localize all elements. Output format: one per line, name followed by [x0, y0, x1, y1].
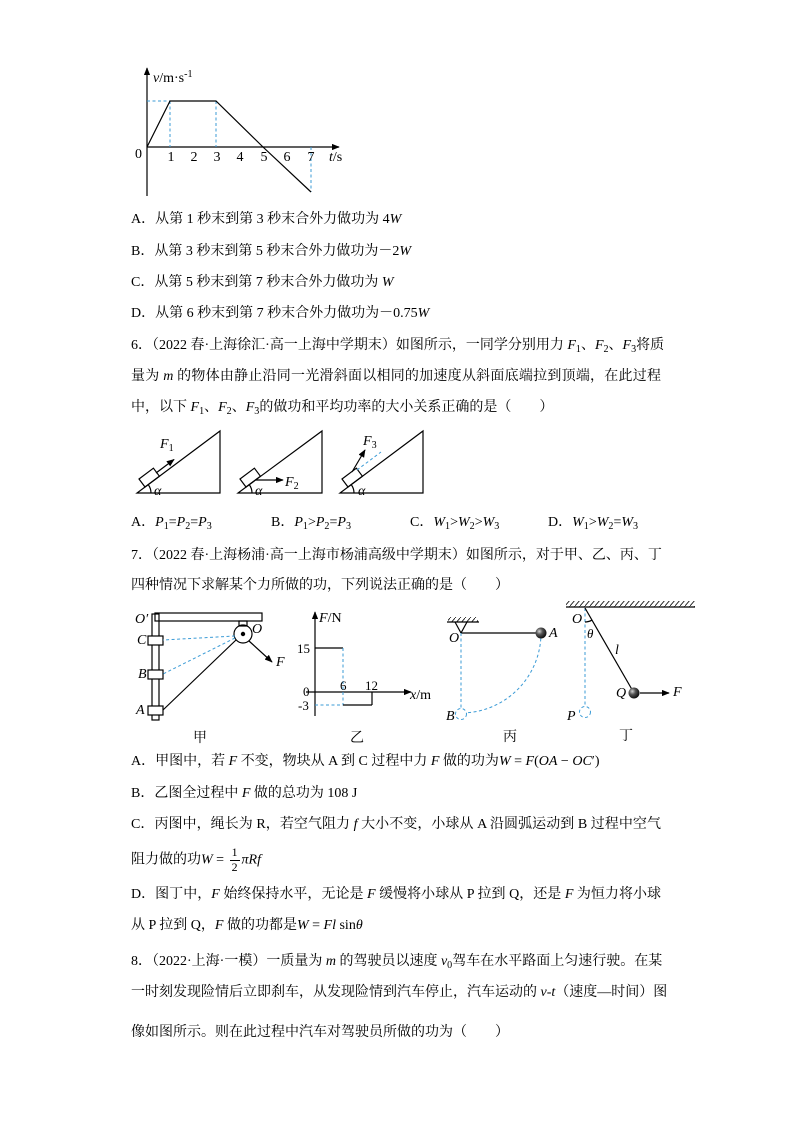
subscript: 2: [293, 480, 299, 492]
text-run: D．图丁中，: [131, 887, 212, 902]
math-variable: B: [138, 667, 147, 682]
text-run: D．: [548, 515, 573, 530]
ball-p-ghost: [580, 707, 591, 718]
text-run: 大小不变，小球从 A 沿圆弧运动到 B 过程中空气: [357, 817, 661, 832]
ding-label-p: [567, 709, 576, 725]
top-bar: [155, 613, 262, 621]
text-run: =: [190, 515, 199, 530]
q7-option-d-line-1: [131, 885, 661, 905]
math-variable: v-t: [540, 985, 556, 1000]
incline-direction-guide: [357, 452, 381, 470]
text-run: sin: [335, 918, 356, 933]
q6-option-d: [548, 513, 638, 537]
q8-stem-line: [131, 1023, 661, 1043]
text-run: 的物体由静止沿同一光滑斜面以相同的加速度从斜面底端拉到顶端，在此过程: [173, 369, 662, 384]
vt-tick-label: 5: [260, 150, 268, 165]
subscript: 1: [163, 520, 169, 532]
text-run: 、: [608, 338, 623, 353]
math-variable: v: [440, 954, 448, 969]
q6-label-alpha-1: [154, 484, 161, 500]
text-run: /N: [327, 611, 342, 626]
q6-option-c: [410, 513, 499, 537]
pulley-axle: [241, 632, 245, 636]
angle-arc-1: [148, 485, 151, 493]
math-variable: P: [337, 515, 346, 530]
math-variable: θ: [355, 918, 363, 933]
text-run: (: [534, 754, 539, 769]
text-run: 、: [231, 400, 246, 415]
vt-graph: [147, 68, 339, 196]
math-variable: W: [457, 515, 470, 530]
q5-option-a: [131, 210, 661, 230]
arc-path: [461, 633, 541, 713]
q6-label-f2: [285, 475, 299, 495]
text-run: 驾车在水平路面上匀速行驶。在某: [452, 954, 663, 969]
math-variable: P: [567, 709, 576, 724]
text-run: 阻力做的功: [131, 852, 201, 868]
subscript: 3: [254, 405, 260, 417]
math-variable: F: [567, 338, 576, 353]
bing-caption: 丙: [503, 730, 517, 745]
ding-caption: 丁: [619, 729, 633, 744]
yi-origin-label: 0: [303, 684, 310, 699]
collar-b: [148, 670, 163, 679]
jia-label-o: [252, 622, 262, 638]
rope-to-a: [163, 640, 236, 710]
text-run: =: [168, 515, 177, 530]
text-run: 6．（2022 春·上海徐汇·高一上海中学期末）如图所示，一同学分别用力: [131, 338, 568, 353]
text-run: 做的功为: [439, 754, 499, 769]
subscript: 2: [185, 520, 191, 532]
text-run: 缓慢将小球从 P 拉到 Q，还是: [375, 887, 565, 902]
math-variable: F: [367, 887, 376, 902]
math-variable: P: [176, 515, 186, 530]
q7-option-a: [131, 752, 661, 772]
subscript: 1: [199, 405, 205, 417]
math-variable: P: [294, 515, 303, 530]
math-variable: W: [596, 515, 609, 530]
text-run: 8．（2022·上海·一模）一质量为: [131, 954, 326, 969]
text-run: >: [450, 515, 458, 530]
text-run: 的做功和平均功率的大小关系正确的是（ ）: [259, 400, 554, 415]
rope-to-c: [163, 636, 235, 640]
subscript: 3: [345, 520, 351, 532]
vt-tick-label: 6: [283, 150, 291, 165]
q5-option-c: [131, 273, 661, 293]
yi-label-6: 6: [340, 678, 347, 693]
q7-figure-yi: [306, 612, 411, 716]
text-run: A．甲图中，若: [131, 754, 229, 769]
math-variable: F: [245, 400, 255, 415]
text-run: >: [307, 515, 316, 530]
math-variable: F: [285, 475, 294, 490]
text-run: 一时刻发现险情后立即刹车，从发现险情到汽车停止，汽车运动的: [131, 985, 541, 1000]
math-variable: O: [252, 622, 263, 637]
q7-option-c-line-1: [131, 815, 661, 835]
subscript: 2: [324, 520, 330, 532]
vt-tick-label: 4: [236, 150, 244, 165]
text-run: C．: [410, 515, 434, 530]
text-run: C．丙图中，绳长为 R，若空气阻力: [131, 817, 354, 832]
jia-label-f: [276, 655, 285, 671]
math-variable: P: [155, 515, 164, 530]
math-variable: O′: [135, 612, 149, 627]
q6-figure-3: [340, 431, 423, 493]
jia-label-a: [136, 703, 145, 719]
q6-figure-2: [238, 431, 322, 493]
subscript: 1: [445, 520, 451, 532]
math-variable: W: [296, 918, 309, 933]
text-run: /s: [332, 150, 343, 165]
text-run: 为恒力将小球: [573, 887, 661, 902]
math-variable: P: [315, 515, 325, 530]
math-variable: Fl: [323, 918, 336, 933]
angle-arc-3: [351, 485, 354, 493]
math-variable: F: [363, 434, 372, 449]
math-variable: m: [163, 369, 174, 384]
ball-a: [536, 628, 547, 639]
jia-caption: 甲: [193, 731, 207, 746]
math-variable: t: [329, 150, 333, 165]
math-variable: P: [198, 515, 207, 530]
text-run: B．从第 3 秒末到第 5 秒末合外力做功为－2: [131, 244, 400, 259]
vt-x-axis-label: [329, 150, 342, 166]
q8-stem-line: [131, 983, 668, 1003]
force-arrow-f1: [156, 460, 174, 474]
math-variable: F: [276, 655, 285, 670]
collar-a: [148, 706, 163, 715]
q7-option-c-line-2: [131, 846, 661, 874]
ball-b-ghost: [456, 709, 467, 720]
math-variable: F: [218, 400, 227, 415]
text-run: 做的总功为 108 J: [250, 786, 358, 801]
vt-origin-label: 0: [135, 147, 142, 162]
text-run: >: [588, 515, 597, 530]
q5-option-b: [131, 242, 661, 262]
math-variable: OA: [538, 754, 558, 769]
fraction-denominator: 2: [231, 859, 238, 874]
text-run: 从 P 拉到 Q，: [131, 918, 215, 933]
ding-label-f: [673, 685, 682, 701]
subscript: 3: [494, 520, 500, 532]
q6-stem-line: [131, 336, 665, 360]
q5-option-d: [131, 304, 661, 324]
math-variable: C: [137, 633, 147, 648]
math-variable: W: [417, 306, 430, 321]
text-run: =: [308, 918, 324, 933]
subscript: 2: [469, 520, 475, 532]
math-variable: F: [525, 754, 535, 769]
text-run: −: [557, 754, 573, 769]
text-run: 7．（2022 春·上海杨浦·高一上海市杨浦高级中学期末）如图所示，对于甲、乙、丙、丁: [131, 548, 662, 563]
text-run: 始终保持水平，无论是: [219, 887, 368, 902]
rope-to-b: [163, 638, 235, 674]
subscript: 3: [206, 520, 212, 532]
vertical-rod: [152, 614, 159, 720]
text-run: 量为: [131, 369, 164, 384]
math-variable: W: [498, 754, 511, 769]
force-arrow-f: [249, 641, 272, 662]
text-run: =: [510, 754, 526, 769]
math-variable: B: [446, 709, 455, 724]
vt-y-axis-label: [153, 67, 193, 87]
theta-arc: [585, 620, 592, 622]
math-variable: v: [153, 71, 160, 87]
text-run: 将质: [636, 338, 665, 353]
math-variable: W: [621, 515, 634, 530]
ceiling-hatch: [566, 601, 695, 607]
text-run: /m: [416, 688, 431, 703]
q6-option-b: [271, 513, 351, 537]
math-variable: πRf: [241, 852, 261, 868]
q6-option-a: [131, 513, 212, 537]
math-variable: α: [255, 484, 263, 499]
vt-tick-label: 1: [167, 150, 175, 165]
text-run: （速度—时间）图: [555, 985, 668, 1000]
math-variable: F: [430, 754, 440, 769]
bing-label-b: [446, 709, 455, 725]
text-run: B．: [271, 515, 295, 530]
rope: [585, 608, 634, 693]
text-run: 的驾驶员以速度: [335, 954, 441, 969]
subscript: 2: [608, 520, 614, 532]
text-run: /m·s: [159, 71, 185, 87]
yi-y-axis-label: [319, 611, 342, 627]
text-run: B．乙图全过程中: [131, 786, 242, 801]
q7-stem-line: [131, 576, 661, 596]
math-variable: F: [564, 887, 574, 902]
vt-tick-label: 2: [190, 150, 198, 165]
jia-label-o-prime: [135, 612, 148, 628]
vt-tick-label: 3: [213, 150, 221, 165]
jia-label-c: [137, 633, 146, 649]
math-variable: F: [214, 918, 224, 933]
math-variable: F: [319, 611, 328, 626]
subscript: 1: [583, 520, 589, 532]
q7-option-d-line-2: [131, 916, 661, 936]
math-variable: θ: [587, 626, 594, 641]
q7-option-b: [131, 784, 661, 804]
fraction-numerator: 1: [231, 845, 238, 859]
text-run: =: [329, 515, 338, 530]
subscript: 2: [603, 343, 609, 355]
q7-stem-line: [131, 546, 661, 566]
q6-label-alpha-3: [358, 484, 365, 500]
text-run: >: [474, 515, 483, 530]
ceiling-hatch: [448, 617, 478, 622]
text-run: 、: [204, 400, 219, 415]
math-variable: A: [549, 626, 558, 641]
text-run: 不变，物块从 A 到 C 过程中力: [237, 754, 431, 769]
q6-label-f1: [160, 437, 174, 457]
math-variable: F: [673, 685, 682, 700]
collar-c: [148, 636, 163, 645]
yi-x-axis-label: [410, 688, 431, 704]
subscript: 3: [631, 343, 637, 355]
math-variable: W: [201, 852, 213, 868]
text-run: =: [613, 515, 622, 530]
math-variable: x: [410, 688, 417, 703]
subscript: 1: [575, 343, 581, 355]
text-run: =: [212, 852, 228, 868]
q6-stem-line: [131, 398, 661, 422]
subscript: 1: [168, 442, 174, 454]
yi-label-12: 12: [365, 678, 378, 693]
bing-label-o: [449, 631, 459, 647]
yi-label-15: 15: [297, 641, 310, 656]
q7-figure-bing: [447, 617, 547, 720]
text-run: 做的功都是: [223, 918, 297, 933]
text-run: A．从第 1 秒末到第 3 秒末合外力做功为 4: [131, 212, 390, 227]
math-variable: OC: [572, 754, 592, 769]
bing-label-a: [549, 626, 558, 642]
math-variable: F: [190, 400, 200, 415]
subscript: 2: [226, 405, 232, 417]
math-variable: Q: [616, 686, 627, 701]
subscript: 3: [633, 520, 639, 532]
math-variable: l: [615, 643, 619, 658]
q8-stem-line: [131, 952, 661, 976]
text-run: D．从第 6 秒末到第 7 秒末合外力做功为－0.75: [131, 306, 418, 321]
subscript: 1: [302, 520, 308, 532]
text-run: ′): [591, 754, 600, 769]
q6-label-alpha-2: [255, 484, 262, 500]
math-variable: O: [449, 631, 460, 646]
q6-figure-1: [137, 431, 220, 493]
math-variable: F: [160, 437, 169, 452]
text-run: 中，以下: [131, 400, 191, 415]
math-variable: W: [389, 212, 402, 227]
math-variable: W: [572, 515, 584, 530]
ding-label-l: [615, 643, 619, 659]
math-variable: W: [399, 244, 412, 259]
yi-caption: 乙: [350, 731, 364, 746]
subscript: 3: [371, 439, 377, 451]
math-variable: O: [572, 612, 583, 627]
ding-label-theta: [587, 626, 593, 641]
math-variable: F: [228, 754, 238, 769]
math-variable: W: [482, 515, 495, 530]
q6-stem-line: [131, 367, 661, 387]
text-run: 四种情况下求解某个力所做的功，下列说法正确的是（ ）: [131, 578, 509, 593]
math-variable: W: [433, 515, 446, 530]
math-variable: W: [381, 275, 394, 290]
ding-label-q: [616, 686, 626, 702]
text-run: 、: [580, 338, 595, 353]
text-run: 像如图所示。则在此过程中汽车对驾驶员所做的功为（ ）: [131, 1025, 509, 1040]
ding-label-o: [572, 612, 582, 628]
ball-q: [629, 688, 640, 699]
angle-arc-2: [249, 485, 252, 493]
math-variable: m: [325, 954, 336, 969]
fraction: [230, 846, 240, 874]
text-run: C．从第 5 秒末到第 7 秒末合外力做功为: [131, 275, 382, 290]
math-variable: F: [211, 887, 220, 902]
math-variable: α: [358, 484, 366, 499]
text-run: A．: [131, 515, 156, 530]
math-variable: F: [594, 338, 604, 353]
math-variable: A: [136, 703, 145, 718]
superscript: -1: [184, 69, 193, 80]
math-variable: α: [154, 484, 162, 499]
subscript: 0: [447, 959, 453, 971]
yi-label-minus-3: -3: [298, 698, 309, 713]
math-variable: f: [353, 817, 358, 832]
math-variable: F: [622, 338, 632, 353]
vt-tick-label: 7: [307, 150, 315, 165]
jia-label-b: [138, 667, 147, 683]
q6-label-f3: [363, 434, 377, 454]
math-variable: F: [241, 786, 251, 801]
